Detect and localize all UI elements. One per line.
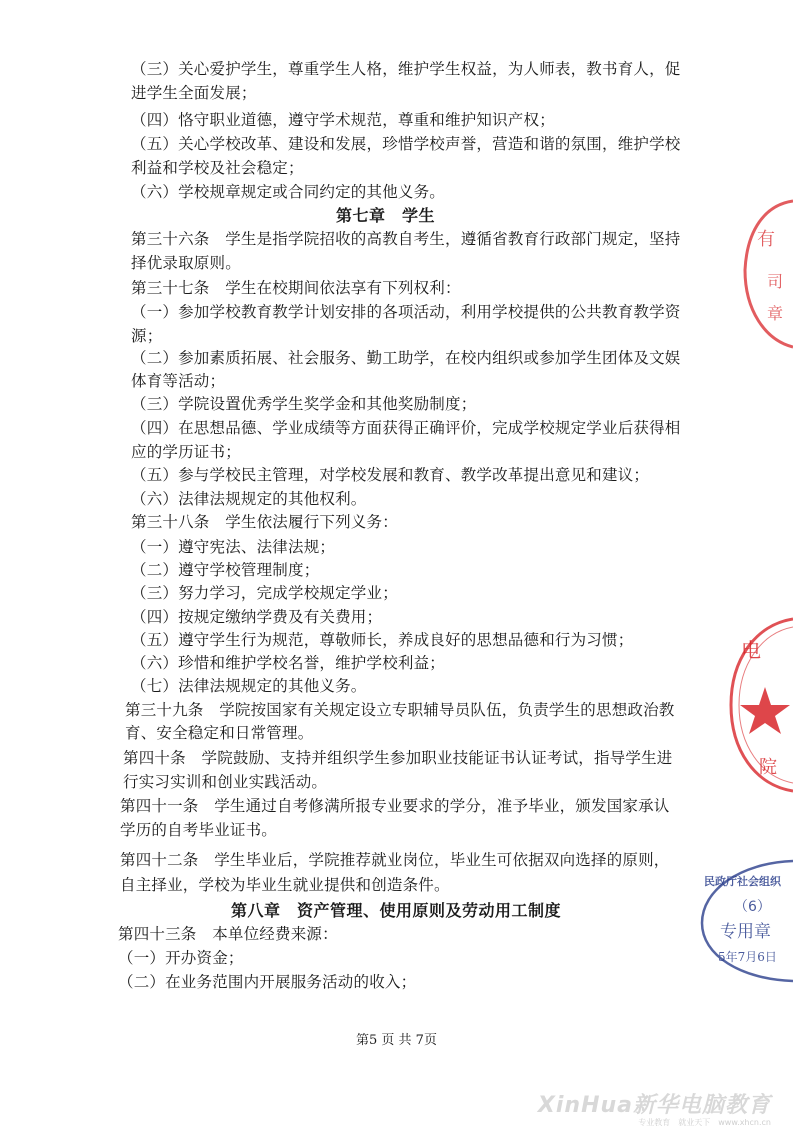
star-icon <box>740 687 790 734</box>
text-line: （六）法律法规规定的其他权利。 <box>131 490 367 508</box>
text-line: 第四十二条 学生毕业后，学院推荐就业岗位，毕业生可依据双向选择的原则， <box>120 851 670 869</box>
text-line: 自主择业，学校为毕业生就业提供和创造条件。 <box>120 876 450 894</box>
text-line: 第四十三条 本单位经费来源： <box>118 925 338 943</box>
text-line: （二）参加素质拓展、社会服务、勤工助学，在校内组织或参加学生团体及文娱 <box>131 349 681 367</box>
text-line: 育、安全稳定和日常管理。 <box>125 724 314 742</box>
text-line: （七）法律法规规定的其他义务。 <box>131 677 367 695</box>
text-line: 第三十八条 学生依法履行下列义务： <box>131 513 398 531</box>
svg-text:（6）: （6） <box>734 899 771 915</box>
seal-stamp-middle-right <box>725 615 793 795</box>
text-line: 应的学历证书； <box>131 443 241 461</box>
text-line: 择优录取原则。 <box>131 254 241 272</box>
text-line: （三）努力学习，完成学校规定学业； <box>131 584 398 602</box>
chapter-heading: 第七章 学生 <box>336 206 436 225</box>
svg-text:电: 电 <box>741 638 761 662</box>
text-line: 利益和学校及社会稳定； <box>131 159 304 177</box>
text-line: （一）参加学校教育教学计划安排的各项活动，利用学校提供的公共教育教学资 <box>131 303 681 321</box>
text-line: 第四十一条 学生通过自考修满所报专业要求的学分，准予毕业，颁发国家承认 <box>120 797 670 815</box>
text-line: （三）学院设置优秀学生奖学金和其他奖励制度； <box>131 395 477 413</box>
chapter-heading: 第八章 资产管理、使用原则及劳动用工制度 <box>231 901 562 920</box>
watermark-logo <box>538 1088 771 1128</box>
text-line: 进学生全面发展； <box>131 84 257 102</box>
text-line: 第三十九条 学院按国家有关规定设立专职辅导员队伍，负责学生的思想政治教 <box>125 701 675 719</box>
text-line: （四）按规定缴纳学费及有关费用； <box>131 608 383 626</box>
svg-text:民政厅社会组织: 民政厅社会组织 <box>704 875 781 888</box>
svg-text:专用章: 专用章 <box>720 922 771 942</box>
text-line: （六）珍惜和维护学校名誉，维护学校利益； <box>131 654 446 672</box>
text-line: （二）遵守学校管理制度； <box>131 561 320 579</box>
text-line: （二）在业务范围内开展服务活动的收入； <box>118 973 417 991</box>
watermark-subtext: 专业教育 就业天下 www.xhcn.cn <box>638 1118 771 1127</box>
text-line: 源； <box>131 327 163 345</box>
text-line: （五）参与学校民主管理，对学校发展和教育、教学改革提出意见和建议； <box>131 466 650 484</box>
text-line: （五）遵守学生行为规范，尊敬师长，养成良好的思想品德和行为习惯； <box>131 631 634 649</box>
text-line: 学历的自考毕业证书。 <box>120 821 278 839</box>
text-line: 第四十条 学院鼓励、支持并组织学生参加职业技能证书认证考试，指导学生进 <box>123 749 673 767</box>
page-number: 第5 页 共 7页 <box>356 1033 437 1048</box>
svg-text:有: 有 <box>757 229 775 250</box>
watermark-text: XinHua新华电脑教育 <box>537 1093 771 1118</box>
text-line: 体育等活动； <box>131 372 226 390</box>
svg-text:司: 司 <box>767 272 784 291</box>
text-line: （四）恪守职业道德，遵守学术规范，尊重和维护知识产权； <box>131 111 555 129</box>
text-line: 第三十六条 学生是指学院招收的高教自考生，遵循省教育行政部门规定，坚持 <box>131 230 681 248</box>
text-line: （一）开办资金； <box>118 949 244 967</box>
text-line: （六）学校规章规定或合同约定的其他义务。 <box>131 183 446 201</box>
text-line: （四）在思想品德、学业成绩等方面获得正确评价，完成学校规定学业后获得相 <box>131 419 681 437</box>
svg-text:5年7月6日: 5年7月6日 <box>718 950 777 964</box>
seal-stamp-bottom-right <box>690 855 793 985</box>
text-line: （五）关心学校改革、建设和发展，珍惜学校声誉，营造和谐的氛围，维护学校 <box>131 135 681 153</box>
text-line: （一）遵守宪法、法律法规； <box>131 538 336 556</box>
text-line: （三）关心爱护学生，尊重学生人格，维护学生权益，为人师表，教书育人，促 <box>131 60 681 78</box>
svg-text:院: 院 <box>759 757 777 778</box>
svg-text:章: 章 <box>767 304 784 323</box>
seal-stamp-top-right <box>735 195 793 355</box>
text-line: 行实习实训和创业实践活动。 <box>123 773 328 791</box>
text-line: 第三十七条 学生在校期间依法享有下列权利： <box>131 279 461 297</box>
